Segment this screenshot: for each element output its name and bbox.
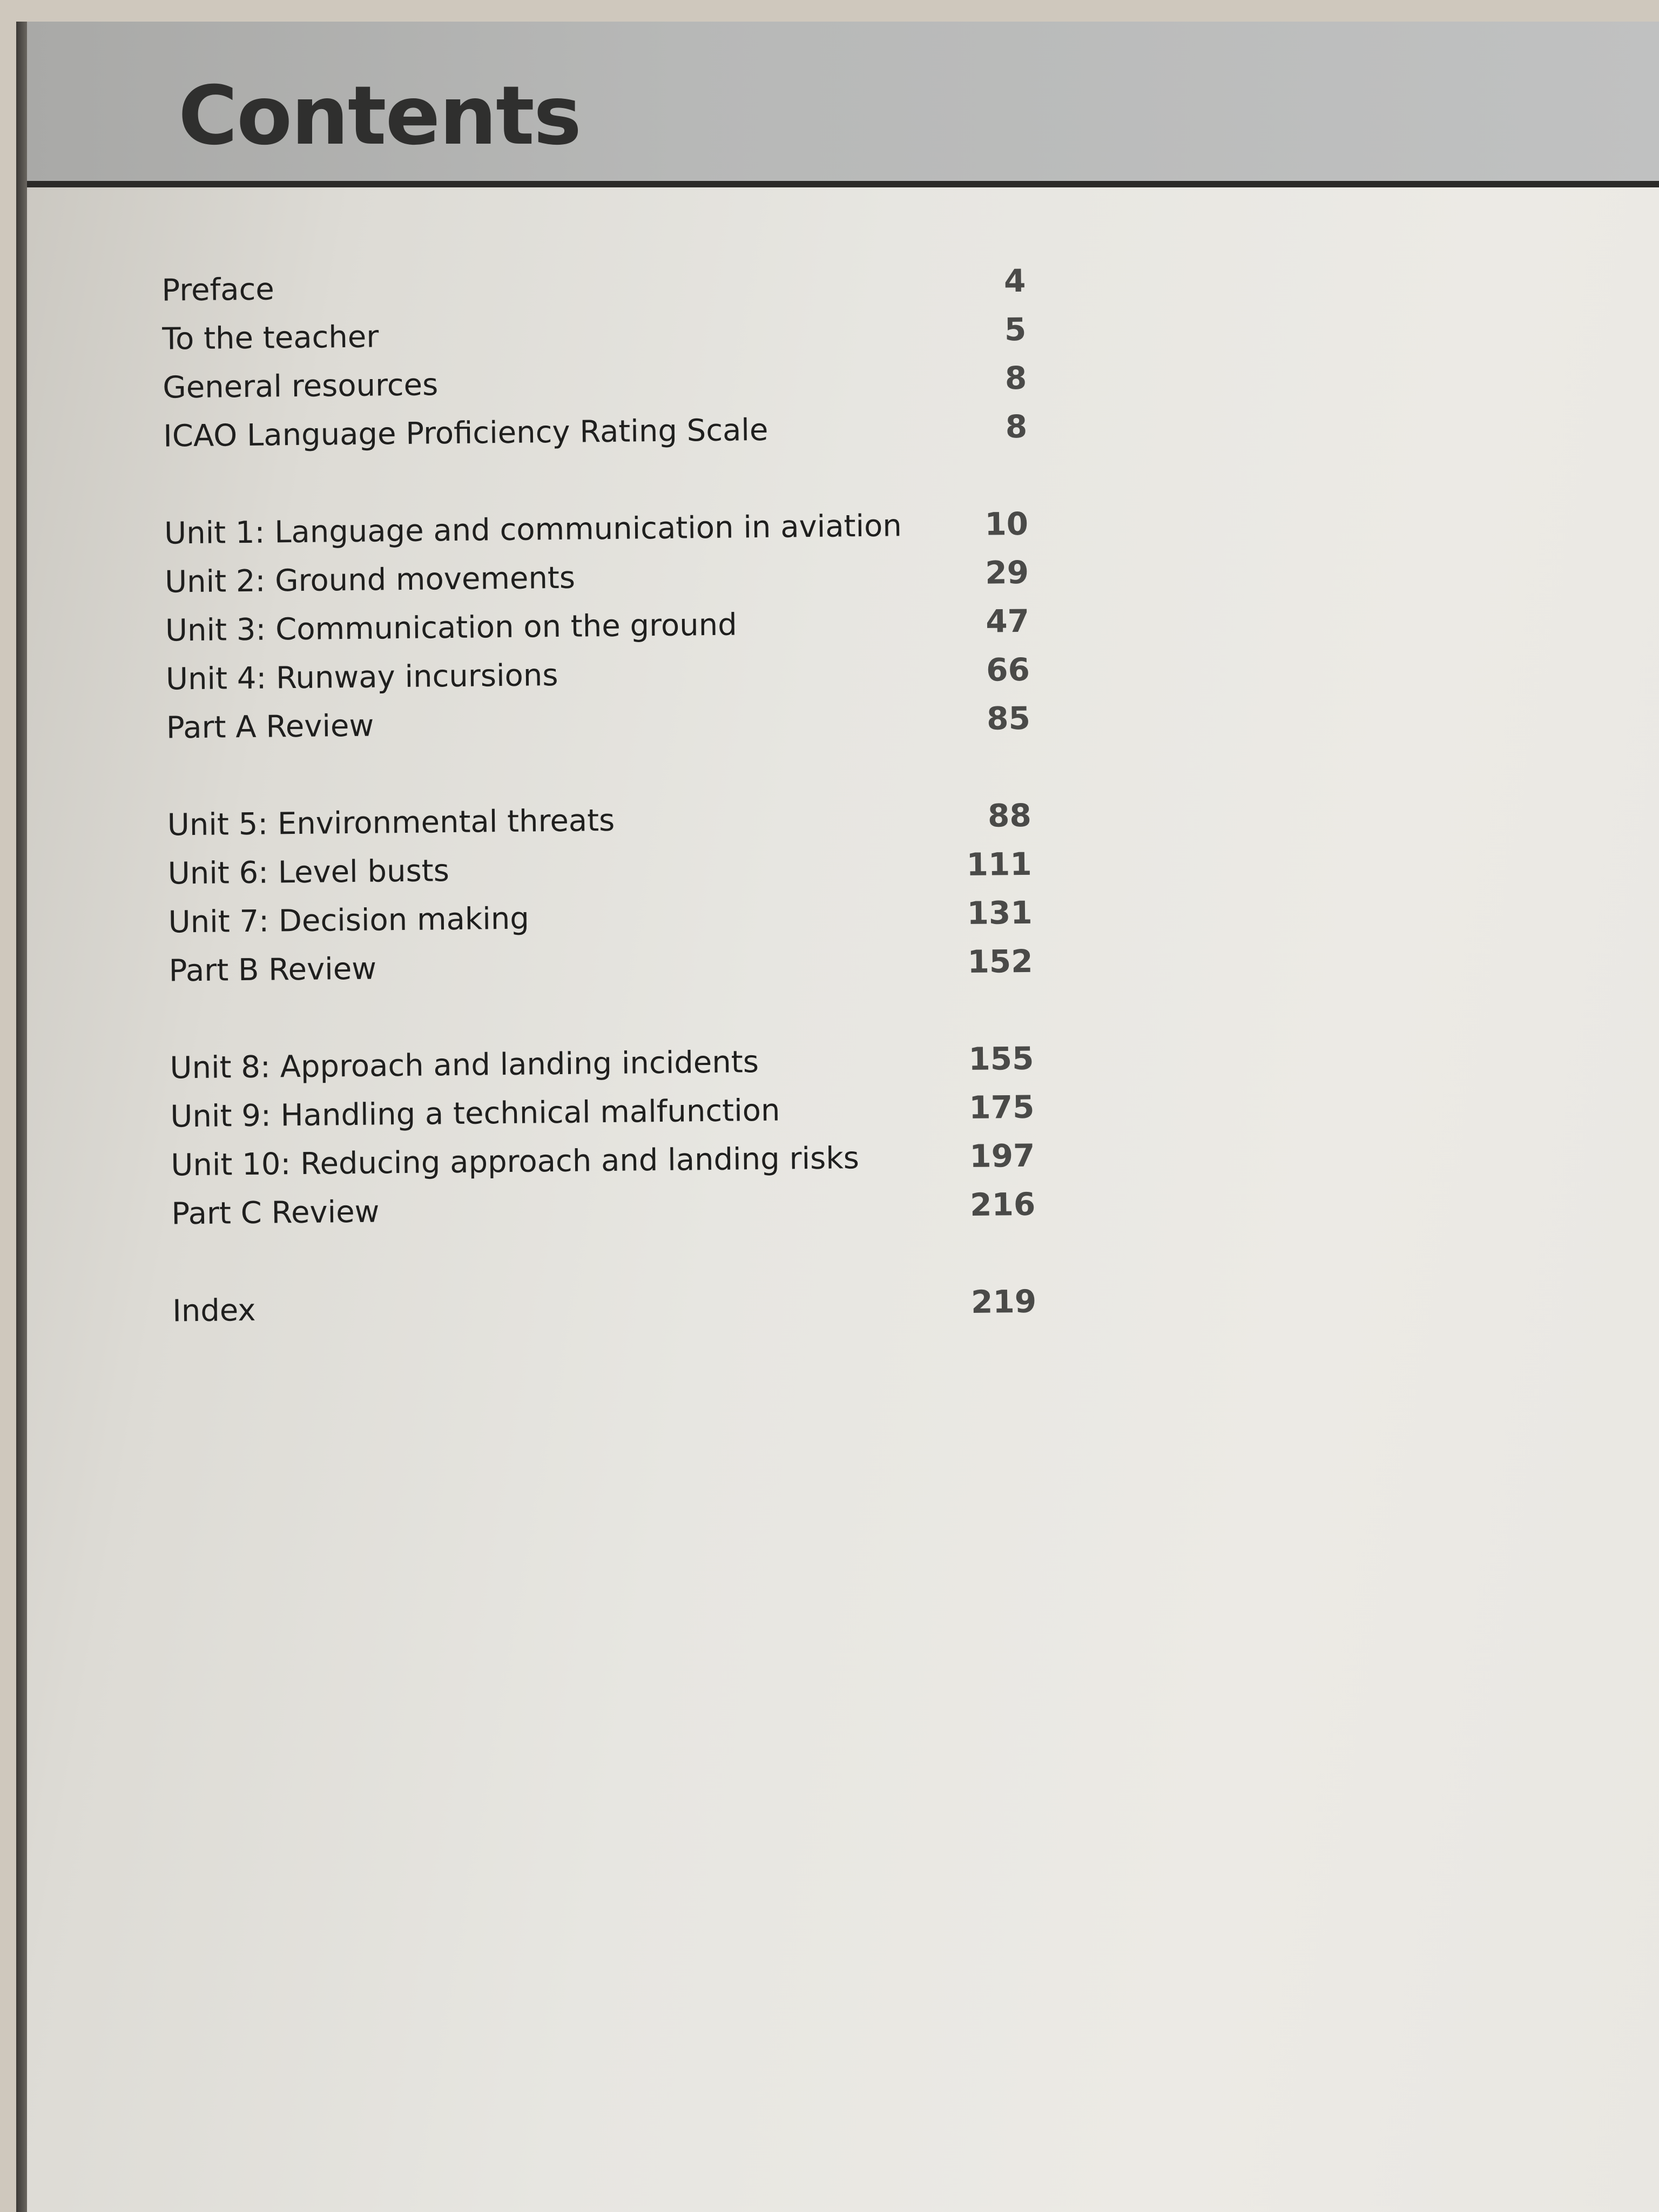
toc-entry-title: Index	[172, 1292, 256, 1329]
toc-entry-page: 131	[967, 894, 1033, 932]
toc-entry-general-resources	[163, 360, 1027, 412]
toc-entry-page: 88	[987, 797, 1032, 834]
toc-entry-page: 5	[1004, 311, 1027, 348]
toc-entry-page: 29	[984, 554, 1029, 591]
toc-entry-page: 216	[969, 1185, 1036, 1224]
toc-entry-title: Unit 10: Reducing approach and landing risks	[171, 1141, 860, 1183]
page-title: Contents	[178, 69, 581, 163]
toc-entry-unit-5	[167, 797, 1031, 849]
table-of-contents	[16, 22, 1659, 2212]
toc-entry-page: 4	[1003, 262, 1026, 300]
toc-entry-page: 66	[986, 651, 1030, 689]
toc-entry-title: Unit 7: Decision making	[168, 901, 530, 940]
toc-entry-title: Unit 4: Runway incursions	[165, 657, 558, 697]
toc-entry-page: 111	[966, 845, 1033, 884]
toc-entry-unit-4	[166, 651, 1030, 704]
toc-entry-part-a-review	[166, 700, 1031, 752]
toc-entry-index	[172, 1283, 1037, 1336]
toc-entry-page: 155	[968, 1040, 1034, 1078]
toc-entry-page: 8	[1004, 359, 1027, 397]
toc-entry-unit-8	[170, 1040, 1034, 1092]
toc-entry-unit-1	[164, 505, 1029, 558]
toc-entry-title: General resources	[163, 367, 439, 406]
toc-entry-title: Unit 8: Approach and landing incidents	[170, 1044, 759, 1086]
toc-entry-page: 8	[1005, 408, 1028, 446]
toc-entry-page: 85	[986, 699, 1031, 737]
toc-entry-page: 10	[984, 505, 1029, 543]
toc-entry-unit-9	[170, 1089, 1035, 1141]
toc-entry-page: 197	[969, 1137, 1035, 1175]
toc-entry-part-b-review	[168, 943, 1033, 995]
toc-entry-title: Part A Review	[166, 708, 374, 746]
toc-entry-title: Preface	[161, 272, 275, 308]
toc-entry-title: Unit 5: Environmental threats	[167, 802, 615, 843]
toc-entry-title: Unit 2: Ground movements	[164, 560, 576, 600]
toc-entry-title: Unit 1: Language and communication in aviation	[164, 508, 902, 551]
book-page	[16, 22, 1659, 2212]
toc-entry-page: 175	[968, 1088, 1035, 1127]
toc-entry-unit-2	[165, 554, 1029, 606]
toc-entry-icao-scale	[163, 408, 1028, 461]
toc-entry-preface	[161, 262, 1026, 315]
toc-entry-page: 152	[967, 942, 1033, 981]
toc-entry-title: Unit 3: Communication on the ground	[165, 607, 738, 649]
toc-entry-unit-3	[165, 603, 1030, 655]
toc-entry-title: Part C Review	[171, 1194, 380, 1232]
toc-entry-title: ICAO Language Proficiency Rating Scale	[163, 412, 768, 454]
toc-entry-unit-7	[168, 894, 1033, 947]
toc-entry-title: Unit 9: Handling a technical malfunction	[170, 1092, 780, 1135]
toc-entry-page: 219	[970, 1283, 1037, 1321]
toc-entry-title: Unit 6: Level busts	[167, 853, 450, 892]
toc-entry-title: To the teacher	[162, 319, 379, 357]
toc-entry-title: Part B Review	[168, 951, 377, 989]
toc-entry-to-the-teacher	[162, 311, 1027, 363]
toc-entry-unit-10	[171, 1137, 1035, 1190]
toc-entry-unit-6	[167, 846, 1032, 898]
toc-entry-part-c-review	[171, 1186, 1036, 1238]
toc-entry-page: 47	[985, 602, 1030, 640]
